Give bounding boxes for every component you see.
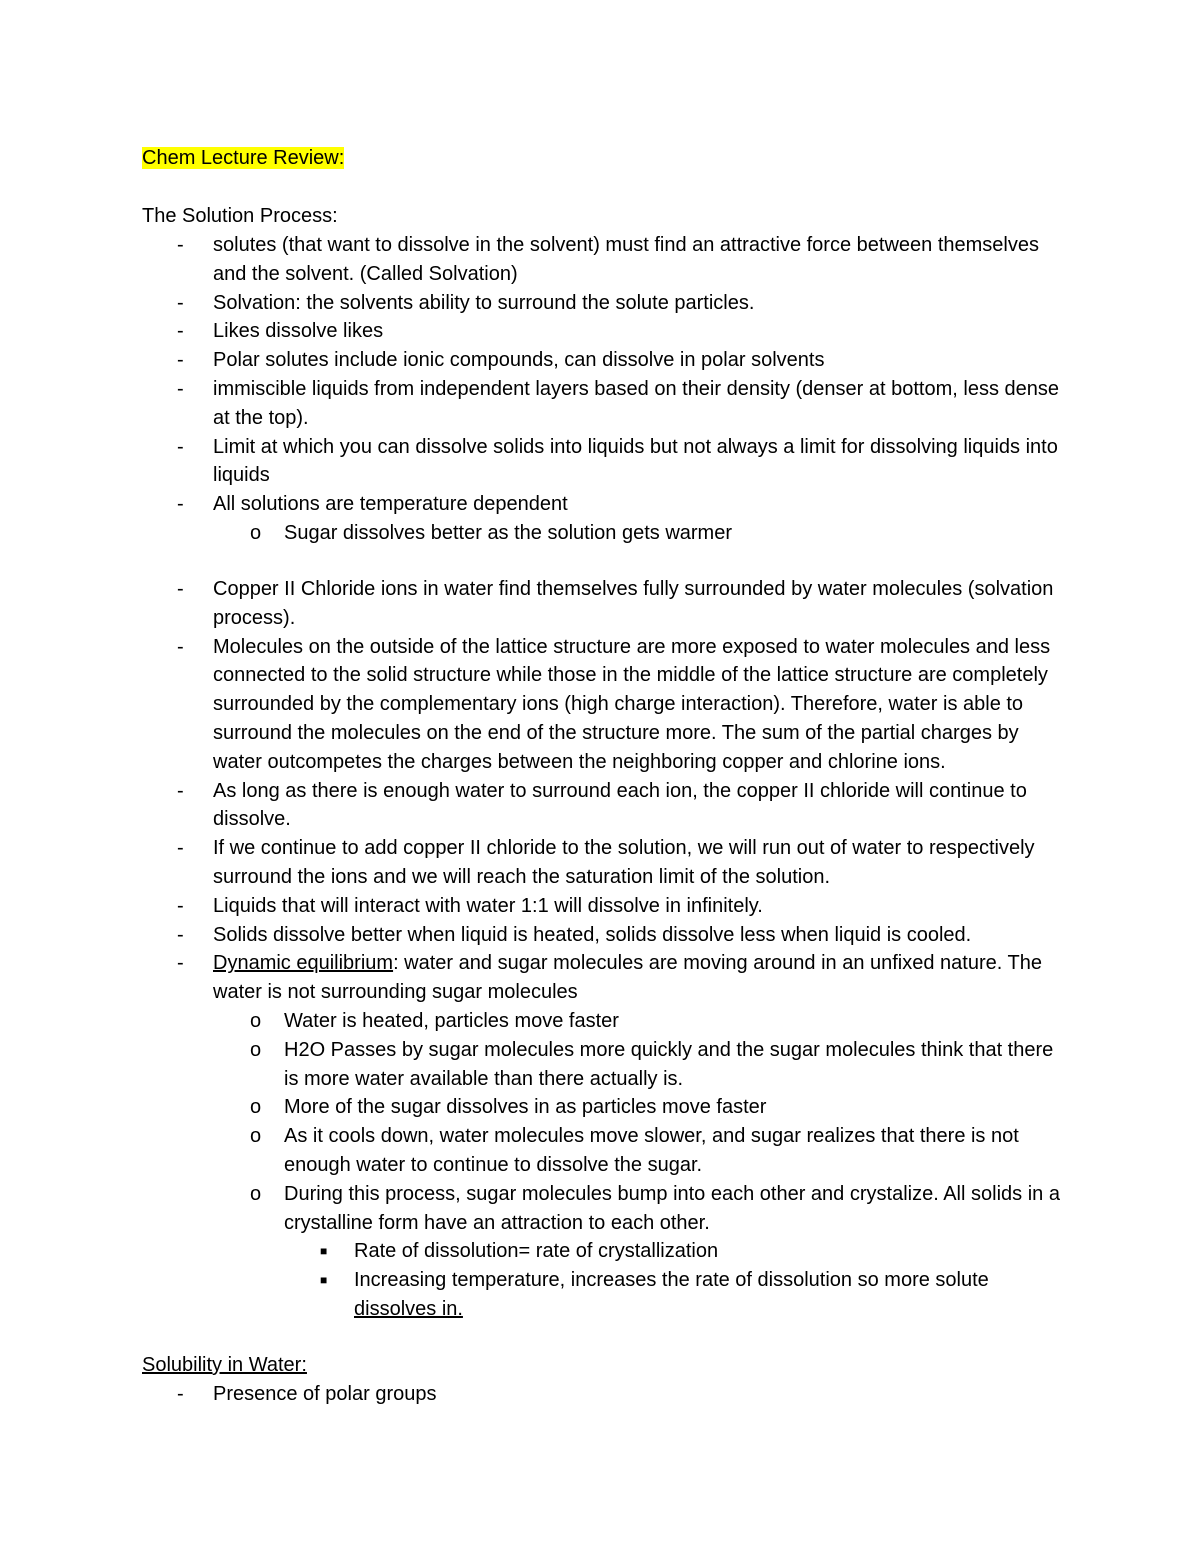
list-item: - Presence of polar groups xyxy=(177,1383,437,1405)
sub-list-item: o During this process, sugar molecules bump into each other and crystalize. All solids in a crystalline form have an attraction to each other. xyxy=(250,1182,1060,1234)
list-item-dynamic-equilibrium: - Dynamic equilibrium: water and sugar molecules are moving around in an unfixed nature. The water is not surrounding sugar molecules xyxy=(177,952,1042,1004)
list-item: - Solids dissolve better when liquid is heated, solids dissolve less when liquid is cooled. xyxy=(177,923,972,946)
sub-sub-list-item: ■ Rate of dissolution= rate of crystallization xyxy=(320,1240,719,1263)
sub-list-item: o As it cools down, water molecules move slower, and sugar realizes that there is not enough water to continue to dissolve the sugar. xyxy=(250,1125,1019,1176)
list-item: - As long as there is enough water to surround each ion, the copper II chloride will continue to dissolve. xyxy=(177,779,1027,831)
solution-process-list xyxy=(142,231,1062,548)
list-item: - Liquids that will interact with water 1:1 will dissolve in infinitely. xyxy=(177,894,763,917)
dynamic-equilibrium-term: Dynamic equilibrium xyxy=(213,952,394,975)
list-item: - solutes (that want to dissolve in the solvent) must find an attractive force between themselves and the solvent. (Called Solvation) xyxy=(177,234,1039,285)
sub-list-item: o H2O Passes by sugar molecules more quickly and the sugar molecules think that there is more water available than there actually is. xyxy=(250,1038,1054,1090)
solubility-list xyxy=(142,1380,1062,1409)
sub-list-item: o More of the sugar dissolves in as particles move faster xyxy=(250,1096,767,1119)
sub-list-item: o Water is heated, particles move faster xyxy=(250,1009,619,1032)
sub-sub-list-item: ■ Increasing temperature, increases the rate of dissolution so more solute dissolves in. xyxy=(320,1269,989,1320)
section-heading-solution-process: The Solution Process: xyxy=(142,205,338,227)
list-item: - All solutions are temperature dependent xyxy=(177,493,568,516)
list-item: - Solvation: the solvents ability to surround the solute particles. xyxy=(177,291,755,314)
list-item: - Polar solutes include ionic compounds, can dissolve in polar solvents xyxy=(177,349,825,372)
list-item: - Limit at which you can dissolve solids into liquids but not always a limit for dissolving liquids into liquids xyxy=(177,435,1058,487)
list-item: - If we continue to add copper II chloride to the solution, we will run out of water to respectively surround the ions and we will reach the saturation limit of the solution. xyxy=(177,837,1035,888)
list-item: - immiscible liquids from independent layers based on their density (denser at bottom, less dense at the top). xyxy=(177,377,1059,429)
sub-list-item: o Sugar dissolves better as the solution gets warmer xyxy=(250,521,732,544)
list-item: - Molecules on the outside of the lattice structure are more exposed to water molecules and less connected to the solid structure while those in the middle of the lattice structure are completely surrounded by the complementary ions (high charge interaction). Therefore, water is able to surround the molecules on the end of the structure more. The sum of the partial charges by water outcompetes the charges between the neighboring copper and chlorine ions. xyxy=(177,635,1051,773)
solution-process-list-continued xyxy=(142,575,1062,1324)
section-heading-solubility-in-water: Solubility in Water: xyxy=(142,1354,307,1376)
document-title: Chem Lecture Review: xyxy=(142,147,345,169)
list-item: - Copper II Chloride ions in water find themselves fully surrounded by water molecules (solvation process). xyxy=(177,578,1054,629)
list-item: - Likes dissolve likes xyxy=(177,320,384,343)
